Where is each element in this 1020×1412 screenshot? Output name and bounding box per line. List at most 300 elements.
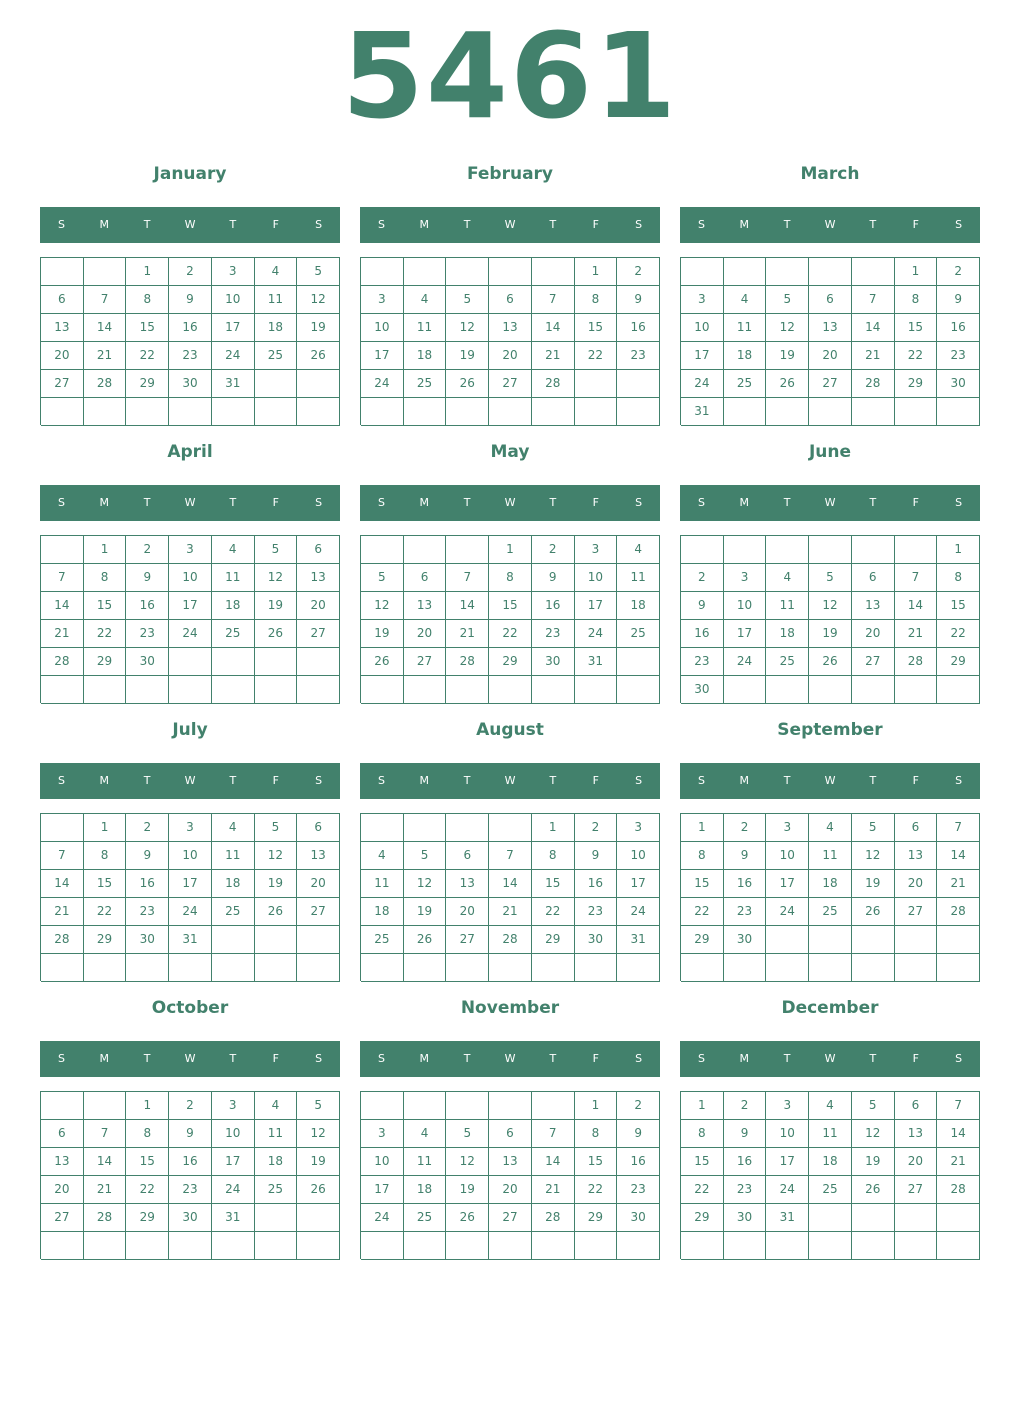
day-cell: 9 bbox=[681, 592, 724, 620]
weekday-label: M bbox=[99, 1052, 110, 1065]
empty-day-cell bbox=[575, 676, 618, 704]
day-cell: 1 bbox=[489, 536, 532, 564]
day-cell: 24 bbox=[212, 342, 255, 370]
day-cell: 14 bbox=[532, 314, 575, 342]
day-cell: 9 bbox=[126, 842, 169, 870]
day-cell: 23 bbox=[532, 620, 575, 648]
day-cell: 12 bbox=[297, 1120, 340, 1148]
day-cell: 26 bbox=[852, 1176, 895, 1204]
day-cell: 5 bbox=[255, 536, 298, 564]
day-cell: 18 bbox=[255, 1148, 298, 1176]
day-cell: 29 bbox=[937, 648, 980, 676]
empty-day-cell bbox=[297, 398, 340, 426]
day-cell: 17 bbox=[361, 1176, 404, 1204]
day-cell: 24 bbox=[169, 898, 212, 926]
day-cell: 28 bbox=[895, 648, 938, 676]
day-cell: 8 bbox=[532, 842, 575, 870]
day-cell: 15 bbox=[126, 314, 169, 342]
empty-day-cell bbox=[766, 954, 809, 982]
weekday-label: S bbox=[57, 218, 65, 231]
day-cell: 1 bbox=[532, 814, 575, 842]
day-cell: 20 bbox=[297, 870, 340, 898]
empty-day-cell bbox=[724, 676, 767, 704]
month-may bbox=[360, 438, 660, 716]
empty-day-cell bbox=[212, 676, 255, 704]
empty-day-cell bbox=[724, 536, 767, 564]
weekday-label: W bbox=[504, 218, 516, 231]
weekday-header bbox=[40, 207, 340, 243]
empty-day-cell bbox=[852, 676, 895, 704]
empty-day-cell bbox=[361, 398, 404, 426]
day-cell: 12 bbox=[255, 564, 298, 592]
weekday-label: W bbox=[824, 1052, 836, 1065]
day-cell: 4 bbox=[766, 564, 809, 592]
day-cell: 20 bbox=[809, 342, 852, 370]
empty-day-cell bbox=[169, 648, 212, 676]
empty-day-cell bbox=[532, 1232, 575, 1260]
weekday-label: S bbox=[635, 774, 643, 787]
empty-day-cell bbox=[126, 676, 169, 704]
day-cell: 13 bbox=[446, 870, 489, 898]
day-cell: 16 bbox=[724, 1148, 767, 1176]
day-cell: 10 bbox=[681, 314, 724, 342]
day-cell: 25 bbox=[361, 926, 404, 954]
day-cell: 6 bbox=[446, 842, 489, 870]
day-cell: 4 bbox=[809, 1092, 852, 1120]
day-cell: 4 bbox=[404, 286, 447, 314]
day-cell: 21 bbox=[937, 870, 980, 898]
empty-day-cell bbox=[41, 258, 84, 286]
empty-day-cell bbox=[852, 954, 895, 982]
empty-day-cell bbox=[361, 954, 404, 982]
day-cell: 29 bbox=[84, 926, 127, 954]
day-cell: 14 bbox=[532, 1148, 575, 1176]
day-cell: 14 bbox=[937, 1120, 980, 1148]
day-cell: 23 bbox=[724, 898, 767, 926]
weekday-label: M bbox=[739, 218, 750, 231]
month-january bbox=[40, 160, 340, 438]
day-cell: 9 bbox=[617, 1120, 660, 1148]
month-name: January bbox=[153, 164, 227, 184]
weekday-label: F bbox=[272, 496, 279, 509]
empty-day-cell bbox=[361, 536, 404, 564]
day-cell: 1 bbox=[575, 1092, 618, 1120]
weekday-label: S bbox=[377, 218, 385, 231]
day-cell: 3 bbox=[766, 1092, 809, 1120]
day-cell: 13 bbox=[41, 314, 84, 342]
day-cell: 10 bbox=[361, 1148, 404, 1176]
day-cell: 7 bbox=[937, 1092, 980, 1120]
weekday-header bbox=[40, 485, 340, 521]
empty-day-cell bbox=[575, 398, 618, 426]
empty-day-cell bbox=[41, 814, 84, 842]
empty-day-cell bbox=[84, 1092, 127, 1120]
weekday-label: F bbox=[272, 1052, 279, 1065]
weekday-label: T bbox=[229, 218, 237, 231]
day-cell: 7 bbox=[41, 564, 84, 592]
empty-day-cell bbox=[212, 1232, 255, 1260]
weekday-label: S bbox=[955, 496, 963, 509]
empty-day-cell bbox=[724, 398, 767, 426]
empty-day-cell bbox=[809, 536, 852, 564]
day-cell: 14 bbox=[446, 592, 489, 620]
month-april bbox=[40, 438, 340, 716]
weekday-label: W bbox=[184, 774, 196, 787]
empty-day-cell bbox=[489, 814, 532, 842]
day-cell: 10 bbox=[766, 1120, 809, 1148]
empty-day-cell bbox=[255, 648, 298, 676]
day-cell: 14 bbox=[84, 314, 127, 342]
weekday-header bbox=[360, 485, 660, 521]
day-cell: 7 bbox=[852, 286, 895, 314]
day-cell: 1 bbox=[937, 536, 980, 564]
day-cell: 6 bbox=[895, 814, 938, 842]
month-november bbox=[360, 994, 660, 1272]
day-cell: 3 bbox=[169, 814, 212, 842]
day-cell: 6 bbox=[404, 564, 447, 592]
day-cell: 13 bbox=[895, 842, 938, 870]
day-cell: 18 bbox=[404, 1176, 447, 1204]
day-cell: 26 bbox=[446, 370, 489, 398]
weekday-label: F bbox=[592, 496, 599, 509]
day-cell: 3 bbox=[361, 286, 404, 314]
empty-day-cell bbox=[489, 954, 532, 982]
empty-day-cell bbox=[766, 1232, 809, 1260]
day-cell: 24 bbox=[681, 370, 724, 398]
empty-day-cell bbox=[404, 1092, 447, 1120]
day-cell: 11 bbox=[404, 1148, 447, 1176]
day-cell: 26 bbox=[446, 1204, 489, 1232]
empty-day-cell bbox=[575, 370, 618, 398]
day-cell: 23 bbox=[126, 620, 169, 648]
day-cell: 11 bbox=[255, 286, 298, 314]
day-cell: 17 bbox=[766, 870, 809, 898]
empty-day-cell bbox=[404, 1232, 447, 1260]
day-cell: 15 bbox=[681, 870, 724, 898]
weekday-label: M bbox=[99, 496, 110, 509]
empty-day-cell bbox=[937, 926, 980, 954]
day-cell: 2 bbox=[617, 1092, 660, 1120]
empty-day-cell bbox=[404, 954, 447, 982]
day-cell: 26 bbox=[404, 926, 447, 954]
month-name: April bbox=[167, 442, 213, 462]
day-cell: 27 bbox=[41, 370, 84, 398]
weekday-label: T bbox=[869, 218, 877, 231]
day-cell: 14 bbox=[895, 592, 938, 620]
day-cell: 27 bbox=[41, 1204, 84, 1232]
weekday-label: T bbox=[783, 1052, 791, 1065]
day-cell: 5 bbox=[852, 1092, 895, 1120]
day-cell: 10 bbox=[169, 564, 212, 592]
weekday-label: T bbox=[549, 774, 557, 787]
weekday-label: W bbox=[504, 774, 516, 787]
day-cell: 3 bbox=[766, 814, 809, 842]
day-cell: 13 bbox=[404, 592, 447, 620]
weekday-label: T bbox=[869, 496, 877, 509]
day-cell: 3 bbox=[169, 536, 212, 564]
day-cell: 4 bbox=[809, 814, 852, 842]
day-cell: 16 bbox=[126, 870, 169, 898]
weekday-label: T bbox=[143, 774, 151, 787]
day-cell: 11 bbox=[255, 1120, 298, 1148]
day-cell: 19 bbox=[297, 1148, 340, 1176]
day-cell: 22 bbox=[575, 1176, 618, 1204]
day-cell: 31 bbox=[212, 1204, 255, 1232]
empty-day-cell bbox=[681, 258, 724, 286]
empty-day-cell bbox=[724, 954, 767, 982]
day-cell: 12 bbox=[446, 1148, 489, 1176]
empty-day-cell bbox=[724, 1232, 767, 1260]
weekday-label: S bbox=[955, 218, 963, 231]
day-cell: 8 bbox=[126, 1120, 169, 1148]
day-cell: 2 bbox=[681, 564, 724, 592]
day-cell: 18 bbox=[724, 342, 767, 370]
weekday-label: T bbox=[549, 496, 557, 509]
weekday-header bbox=[40, 763, 340, 799]
empty-day-cell bbox=[84, 954, 127, 982]
empty-day-cell bbox=[489, 1092, 532, 1120]
day-cell: 30 bbox=[617, 1204, 660, 1232]
weekday-header bbox=[680, 207, 980, 243]
weekday-label: T bbox=[229, 496, 237, 509]
day-cell: 6 bbox=[297, 814, 340, 842]
day-cell: 5 bbox=[297, 1092, 340, 1120]
day-cell: 24 bbox=[575, 620, 618, 648]
weekday-label: T bbox=[869, 774, 877, 787]
day-cell: 1 bbox=[84, 536, 127, 564]
day-cell: 19 bbox=[255, 870, 298, 898]
day-cell: 6 bbox=[489, 286, 532, 314]
day-cell: 2 bbox=[575, 814, 618, 842]
weekday-label: T bbox=[463, 1052, 471, 1065]
day-cell: 2 bbox=[617, 258, 660, 286]
weekday-label: T bbox=[783, 496, 791, 509]
weekday-label: T bbox=[143, 496, 151, 509]
empty-day-cell bbox=[937, 1232, 980, 1260]
weekday-header bbox=[680, 763, 980, 799]
day-grid bbox=[40, 1091, 340, 1259]
empty-day-cell bbox=[895, 676, 938, 704]
empty-day-cell bbox=[766, 676, 809, 704]
day-cell: 25 bbox=[212, 620, 255, 648]
day-cell: 21 bbox=[446, 620, 489, 648]
weekday-label: S bbox=[635, 496, 643, 509]
day-cell: 30 bbox=[126, 926, 169, 954]
day-cell: 11 bbox=[404, 314, 447, 342]
weekday-header bbox=[360, 207, 660, 243]
day-cell: 21 bbox=[41, 620, 84, 648]
day-cell: 6 bbox=[809, 286, 852, 314]
day-cell: 4 bbox=[617, 536, 660, 564]
day-cell: 3 bbox=[575, 536, 618, 564]
day-cell: 28 bbox=[532, 370, 575, 398]
day-cell: 29 bbox=[681, 1204, 724, 1232]
day-cell: 23 bbox=[724, 1176, 767, 1204]
day-cell: 6 bbox=[489, 1120, 532, 1148]
day-cell: 11 bbox=[361, 870, 404, 898]
weekday-label: S bbox=[315, 774, 323, 787]
day-cell: 18 bbox=[361, 898, 404, 926]
day-cell: 13 bbox=[297, 564, 340, 592]
empty-day-cell bbox=[41, 536, 84, 564]
weekday-label: F bbox=[272, 218, 279, 231]
empty-day-cell bbox=[895, 954, 938, 982]
day-cell: 22 bbox=[937, 620, 980, 648]
day-cell: 13 bbox=[297, 842, 340, 870]
empty-day-cell bbox=[126, 1232, 169, 1260]
day-grid bbox=[680, 813, 980, 981]
day-cell: 13 bbox=[489, 314, 532, 342]
empty-day-cell bbox=[575, 1232, 618, 1260]
day-cell: 11 bbox=[766, 592, 809, 620]
empty-day-cell bbox=[126, 398, 169, 426]
empty-day-cell bbox=[297, 370, 340, 398]
day-cell: 25 bbox=[809, 898, 852, 926]
day-cell: 28 bbox=[84, 370, 127, 398]
day-cell: 12 bbox=[404, 870, 447, 898]
weekday-label: T bbox=[229, 774, 237, 787]
empty-day-cell bbox=[809, 1232, 852, 1260]
weekday-label: W bbox=[824, 496, 836, 509]
day-cell: 1 bbox=[681, 814, 724, 842]
day-grid bbox=[40, 257, 340, 425]
empty-day-cell bbox=[361, 1092, 404, 1120]
empty-day-cell bbox=[489, 1232, 532, 1260]
weekday-label: S bbox=[697, 1052, 705, 1065]
empty-day-cell bbox=[617, 1232, 660, 1260]
day-cell: 28 bbox=[489, 926, 532, 954]
day-cell: 16 bbox=[681, 620, 724, 648]
day-cell: 30 bbox=[575, 926, 618, 954]
empty-day-cell bbox=[852, 1204, 895, 1232]
weekday-label: W bbox=[504, 1052, 516, 1065]
day-cell: 5 bbox=[255, 814, 298, 842]
day-cell: 14 bbox=[937, 842, 980, 870]
day-cell: 15 bbox=[895, 314, 938, 342]
month-name: December bbox=[781, 998, 879, 1018]
month-name: November bbox=[460, 998, 560, 1018]
month-march bbox=[680, 160, 980, 438]
day-cell: 6 bbox=[41, 286, 84, 314]
day-cell: 26 bbox=[297, 1176, 340, 1204]
day-cell: 31 bbox=[169, 926, 212, 954]
day-cell: 19 bbox=[297, 314, 340, 342]
weekday-label: T bbox=[463, 496, 471, 509]
weekday-label: T bbox=[549, 1052, 557, 1065]
day-cell: 2 bbox=[169, 1092, 212, 1120]
month-name: February bbox=[466, 164, 554, 184]
weekday-label: S bbox=[635, 1052, 643, 1065]
day-cell: 19 bbox=[766, 342, 809, 370]
day-cell: 21 bbox=[852, 342, 895, 370]
empty-day-cell bbox=[41, 1092, 84, 1120]
day-grid bbox=[680, 257, 980, 425]
empty-day-cell bbox=[489, 258, 532, 286]
weekday-label: S bbox=[315, 1052, 323, 1065]
day-cell: 9 bbox=[532, 564, 575, 592]
weekday-label: S bbox=[377, 496, 385, 509]
day-cell: 31 bbox=[766, 1204, 809, 1232]
empty-day-cell bbox=[489, 676, 532, 704]
empty-day-cell bbox=[297, 926, 340, 954]
day-cell: 4 bbox=[212, 814, 255, 842]
weekday-label: M bbox=[99, 774, 110, 787]
weekday-label: M bbox=[419, 218, 430, 231]
day-cell: 25 bbox=[404, 1204, 447, 1232]
empty-day-cell bbox=[361, 1232, 404, 1260]
day-cell: 8 bbox=[681, 1120, 724, 1148]
day-cell: 18 bbox=[766, 620, 809, 648]
day-cell: 28 bbox=[937, 898, 980, 926]
day-cell: 23 bbox=[169, 1176, 212, 1204]
day-cell: 26 bbox=[255, 898, 298, 926]
empty-day-cell bbox=[404, 536, 447, 564]
day-cell: 10 bbox=[169, 842, 212, 870]
day-cell: 20 bbox=[297, 592, 340, 620]
day-cell: 6 bbox=[852, 564, 895, 592]
empty-day-cell bbox=[212, 954, 255, 982]
month-name: May bbox=[490, 442, 530, 462]
day-cell: 1 bbox=[575, 258, 618, 286]
day-cell: 7 bbox=[84, 286, 127, 314]
weekday-label: T bbox=[463, 774, 471, 787]
day-cell: 29 bbox=[681, 926, 724, 954]
day-cell: 7 bbox=[937, 814, 980, 842]
day-cell: 12 bbox=[766, 314, 809, 342]
day-cell: 30 bbox=[169, 1204, 212, 1232]
day-cell: 22 bbox=[84, 898, 127, 926]
empty-day-cell bbox=[255, 954, 298, 982]
day-cell: 20 bbox=[852, 620, 895, 648]
day-cell: 25 bbox=[617, 620, 660, 648]
day-cell: 7 bbox=[41, 842, 84, 870]
day-cell: 16 bbox=[532, 592, 575, 620]
weekday-label: T bbox=[143, 218, 151, 231]
day-cell: 19 bbox=[852, 870, 895, 898]
empty-day-cell bbox=[212, 926, 255, 954]
weekday-label: F bbox=[912, 496, 919, 509]
day-cell: 21 bbox=[84, 1176, 127, 1204]
day-cell: 23 bbox=[575, 898, 618, 926]
day-cell: 1 bbox=[895, 258, 938, 286]
empty-day-cell bbox=[297, 676, 340, 704]
day-cell: 16 bbox=[169, 314, 212, 342]
day-cell: 2 bbox=[169, 258, 212, 286]
empty-day-cell bbox=[297, 1204, 340, 1232]
day-cell: 15 bbox=[532, 870, 575, 898]
weekday-header bbox=[360, 1041, 660, 1077]
day-cell: 1 bbox=[84, 814, 127, 842]
day-cell: 6 bbox=[895, 1092, 938, 1120]
day-cell: 25 bbox=[766, 648, 809, 676]
empty-day-cell bbox=[937, 1204, 980, 1232]
day-cell: 7 bbox=[446, 564, 489, 592]
day-cell: 19 bbox=[404, 898, 447, 926]
day-cell: 31 bbox=[212, 370, 255, 398]
weekday-label: M bbox=[739, 496, 750, 509]
day-cell: 24 bbox=[361, 370, 404, 398]
day-cell: 17 bbox=[617, 870, 660, 898]
day-cell: 25 bbox=[255, 1176, 298, 1204]
day-cell: 17 bbox=[169, 870, 212, 898]
day-cell: 22 bbox=[532, 898, 575, 926]
day-cell: 17 bbox=[766, 1148, 809, 1176]
weekday-label: S bbox=[57, 496, 65, 509]
day-cell: 15 bbox=[489, 592, 532, 620]
year-title: 5461 bbox=[341, 7, 679, 145]
day-cell: 13 bbox=[489, 1148, 532, 1176]
day-cell: 20 bbox=[446, 898, 489, 926]
